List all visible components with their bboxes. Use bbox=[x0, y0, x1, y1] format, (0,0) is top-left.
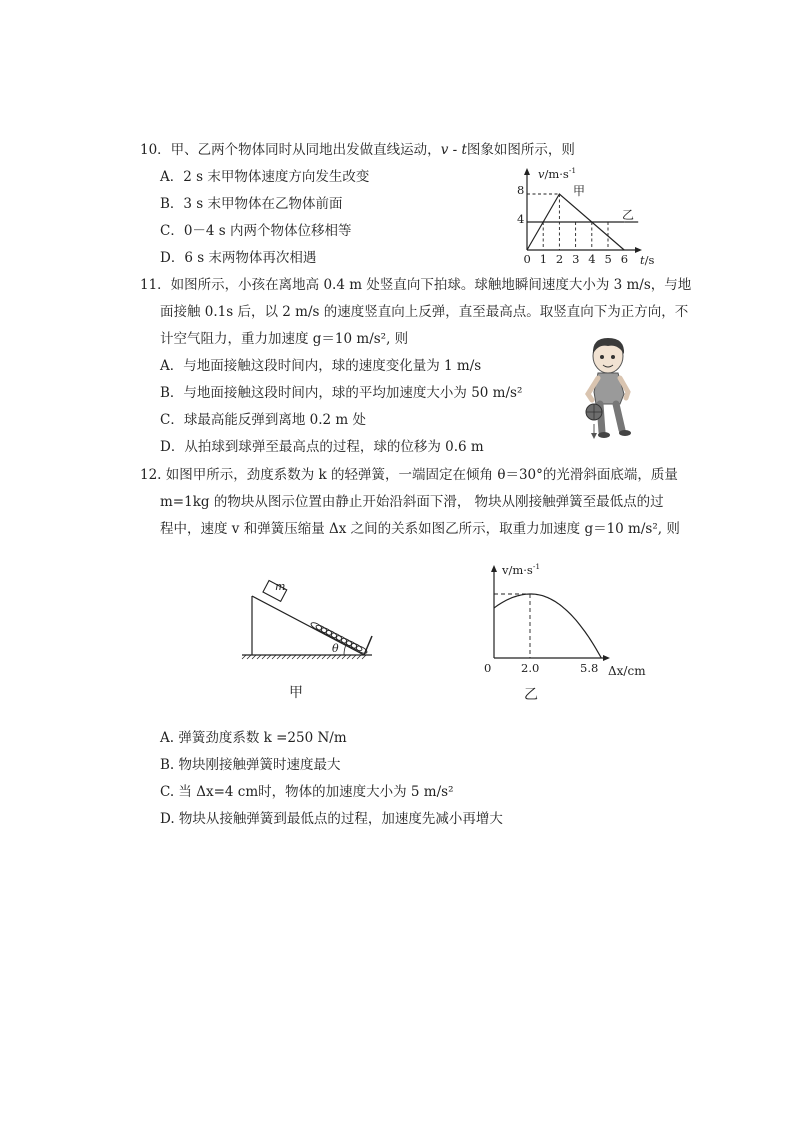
q12-xlabel: Δx/cm bbox=[608, 664, 646, 678]
q10-series bbox=[527, 194, 638, 250]
child-dribbling-illustration bbox=[578, 334, 648, 444]
q10-stem-var: v - t bbox=[440, 142, 467, 158]
q10-ytick-4: 4 bbox=[517, 212, 525, 226]
block-mass-label: m bbox=[275, 580, 286, 593]
q10-option-d[interactable]: D．6 s 末两物体再次相遇 bbox=[160, 250, 317, 266]
q10-xtick-0: 0 bbox=[523, 252, 531, 266]
q10-xtick-1: 1 bbox=[539, 252, 548, 266]
q12-option-c[interactable]: C. 当 Δx=4 cm时，物体的加速度大小为 5 m/s² bbox=[160, 784, 454, 800]
q12-curve bbox=[494, 594, 601, 658]
q12-y-arrow bbox=[491, 565, 497, 572]
q10-xtick-5: 5 bbox=[604, 252, 612, 266]
q12-figure-yi-caption: 乙 bbox=[524, 687, 538, 703]
q11-option-d[interactable]: D．从拍球到球弹至最高点的过程，球的位移为 0.6 m bbox=[160, 439, 484, 455]
angle-arc bbox=[344, 645, 346, 655]
incline-surface bbox=[252, 596, 364, 655]
q10-stem bbox=[140, 141, 575, 159]
q12-xtick-58: 5.8 bbox=[580, 661, 599, 675]
q10-option-c[interactable]: C．0－4 s 内两个物体位移相等 bbox=[160, 223, 352, 239]
incline-stop bbox=[364, 636, 372, 655]
q12-line-3: 程中，速度 v 和弹簧压缩量 Δx 之间的关系如图乙所示，取重力加速度 g＝10 m/s², 则 bbox=[160, 521, 680, 537]
q10-stem-post: 图象如图所示，则 bbox=[466, 142, 575, 158]
q10-vt-graph bbox=[500, 162, 670, 272]
q10-xtick-3: 3 bbox=[572, 252, 580, 266]
q10-xticks bbox=[524, 252, 629, 266]
q11-option-a[interactable]: A．与地面接触这段时间内，球的速度变化量为 1 m/s bbox=[160, 358, 482, 374]
q12-option-d[interactable]: D. 物块从接触弹簧到最低点的过程，加速度先减小再增大 bbox=[160, 811, 503, 827]
q10-xlabel: t/s bbox=[640, 253, 655, 267]
q10-ylabel: $v/m\cdot s^{-1}$ bbox=[538, 166, 577, 181]
angle-theta: θ bbox=[332, 642, 339, 655]
down-arrow-head bbox=[591, 433, 597, 439]
child-shoe-left bbox=[598, 432, 610, 438]
q12-xtick-0: 0 bbox=[484, 661, 492, 675]
q10-label-yi: 乙 bbox=[622, 208, 635, 222]
q12-figure-yi bbox=[470, 558, 660, 678]
q12-x-arrow bbox=[603, 655, 610, 661]
child-shoe-right bbox=[619, 430, 631, 436]
child-eye-right bbox=[611, 355, 615, 359]
q10-option-a[interactable]: A．2 s 末甲物体速度方向发生改变 bbox=[160, 169, 370, 185]
q10-ytick-8: 8 bbox=[517, 183, 525, 197]
child-eye-left bbox=[600, 355, 604, 359]
q11-option-b[interactable]: B．与地面接触这段时间内，球的平均加速度大小为 50 m/s² bbox=[160, 385, 523, 401]
q10-stem-pre: 10．甲、乙两个物体同时从同地出发做直线运动， bbox=[140, 142, 441, 158]
q12-figure-jia-caption: 甲 bbox=[289, 685, 303, 701]
q12-option-a[interactable]: A. 弹簧劲度系数 k =250 N/m bbox=[160, 730, 347, 746]
q12-option-b[interactable]: B. 物块刚接触弹簧时速度最大 bbox=[160, 757, 341, 773]
q11-option-c[interactable]: C．球最高能反弹到离地 0.2 m 处 bbox=[160, 412, 366, 428]
q10-xtick-2: 2 bbox=[555, 252, 564, 266]
spring bbox=[310, 621, 368, 655]
q11-line-3: 计空气阻力，重力加速度 g＝10 m/s², 则 bbox=[160, 331, 409, 347]
q10-label-jia: 甲 bbox=[573, 184, 586, 198]
q12-ylabel: $v/m\cdot s^{-1}$ bbox=[502, 562, 541, 577]
q12-line-1: 12. 如图甲所示，劲度系数为 k 的轻弹簧，一端固定在倾角 θ＝30°的光滑斜面底端，质量 bbox=[140, 467, 678, 483]
child-legs bbox=[600, 404, 622, 432]
q11-line-1: 11．如图所示，小孩在离地高 0.4 m 处竖直向下拍球。球触地瞬间速度大小为 3 m/s，与地 bbox=[140, 277, 692, 293]
q12-figure-jia bbox=[240, 580, 380, 662]
q12-xtick-2: 2.0 bbox=[521, 661, 540, 675]
q11-line-2: 面接触 0.1s 后，以 2 m/s 的速度竖直向上反弹，直至最高点。取竖直向下为正方向，不 bbox=[160, 304, 689, 320]
q10-xtick-6: 6 bbox=[620, 252, 629, 266]
q12-line-2: m=1kg 的物块从图示位置由静止开始沿斜面下滑， 物块从刚接触弹簧至最低点的过 bbox=[160, 494, 664, 510]
q10-option-b[interactable]: B．3 s 末甲物体在乙物体前面 bbox=[160, 196, 343, 212]
q10-y-arrow bbox=[524, 168, 530, 175]
q10-xtick-4: 4 bbox=[588, 252, 596, 266]
